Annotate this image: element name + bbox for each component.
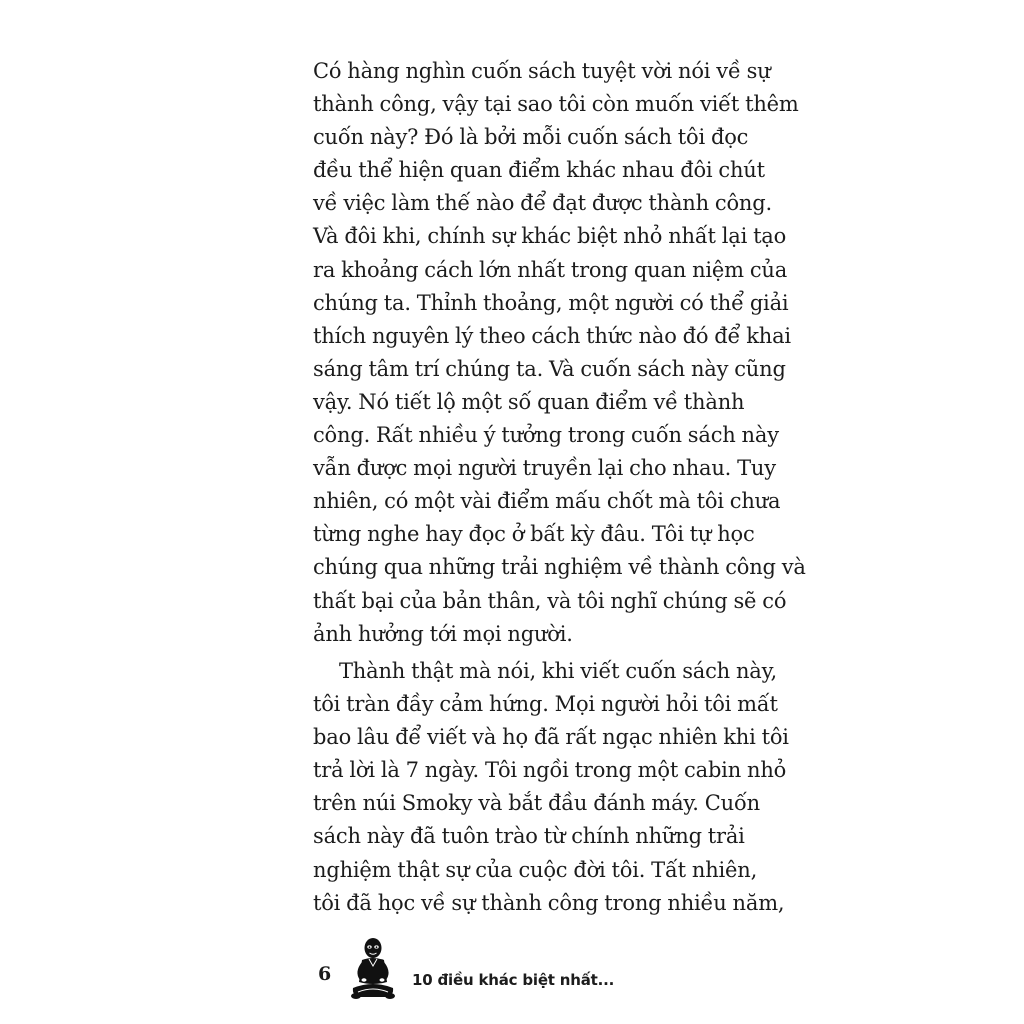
text-line: về việc làm thế nào để đạt được thành công. <box>313 191 772 216</box>
text-line: sách này đã tuôn trào từ chính những trải <box>313 824 745 849</box>
text-line: sáng tâm trí chúng ta. Và cuốn sách này cũng <box>313 356 786 381</box>
text-line: chúng qua những trải nghiệm về thành công và <box>313 555 806 580</box>
text-line: tôi đã học về sự thành công trong nhiều năm, <box>313 890 785 915</box>
text-line: chúng ta. Thỉnh thoảng, một người có thể giải <box>313 290 789 315</box>
text-line: trả lời là 7 ngày. Tôi ngồi trong một cabin nhỏ <box>313 758 787 783</box>
text-line: nghiệm thật sự của cuộc đời tôi. Tất nhiên, <box>313 857 758 882</box>
text-line: vẫn được mọi người truyền lại cho nhau. Tuy <box>313 456 776 481</box>
text-line: Và đôi khi, chính sự khác biệt nhỏ nhất lại tạo <box>313 224 787 249</box>
text-line: nhiên, có một vài điểm mấu chốt mà tôi chưa <box>313 489 781 514</box>
page-footer <box>0 936 1024 1006</box>
meditating-figure-icon <box>350 936 396 1002</box>
text-line: Có hàng nghìn cuốn sách tuyệt vời nói về sự <box>313 59 771 83</box>
text-line: cuốn này? Đó là bởi mỗi cuốn sách tôi đọc <box>313 125 749 150</box>
text-line: vậy. Nó tiết lộ một số quan điểm về thành <box>313 389 745 414</box>
text-line: thích nguyên lý theo cách thức nào đó để khai <box>313 323 791 348</box>
text-line: đều thể hiện quan điểm khác nhau đôi chút <box>313 158 765 183</box>
text-line: bao lâu để viết và họ đã rất ngạc nhiên khi tôi <box>313 725 789 750</box>
paragraph-2 <box>313 655 789 920</box>
text-line: từng nghe hay đọc ở bất kỳ đâu. Tôi tự học <box>313 522 755 547</box>
text-line: công. Rất nhiều ý tưởng trong cuốn sách này <box>313 423 779 448</box>
running-title: 10 điều khác biệt nhất... <box>412 971 615 989</box>
text-line: tôi tràn đầy cảm hứng. Mọi người hỏi tôi mất <box>313 692 778 717</box>
text-line: thất bại của bản thân, và tôi nghĩ chúng sẽ có <box>313 588 787 613</box>
page-number: 6 <box>318 963 332 985</box>
text-line: ra khoảng cách lớn nhất trong quan niệm của <box>313 257 788 282</box>
text-line: Thành thật mà nói, khi viết cuốn sách này, <box>339 659 777 683</box>
text-line: trên núi Smoky và bắt đầu đánh máy. Cuốn <box>313 791 760 816</box>
text-line: ảnh hưởng tới mọi người. <box>313 621 573 646</box>
text-line: thành công, vậy tại sao tôi còn muốn viết thêm <box>313 92 799 117</box>
paragraph-1 <box>313 55 806 651</box>
